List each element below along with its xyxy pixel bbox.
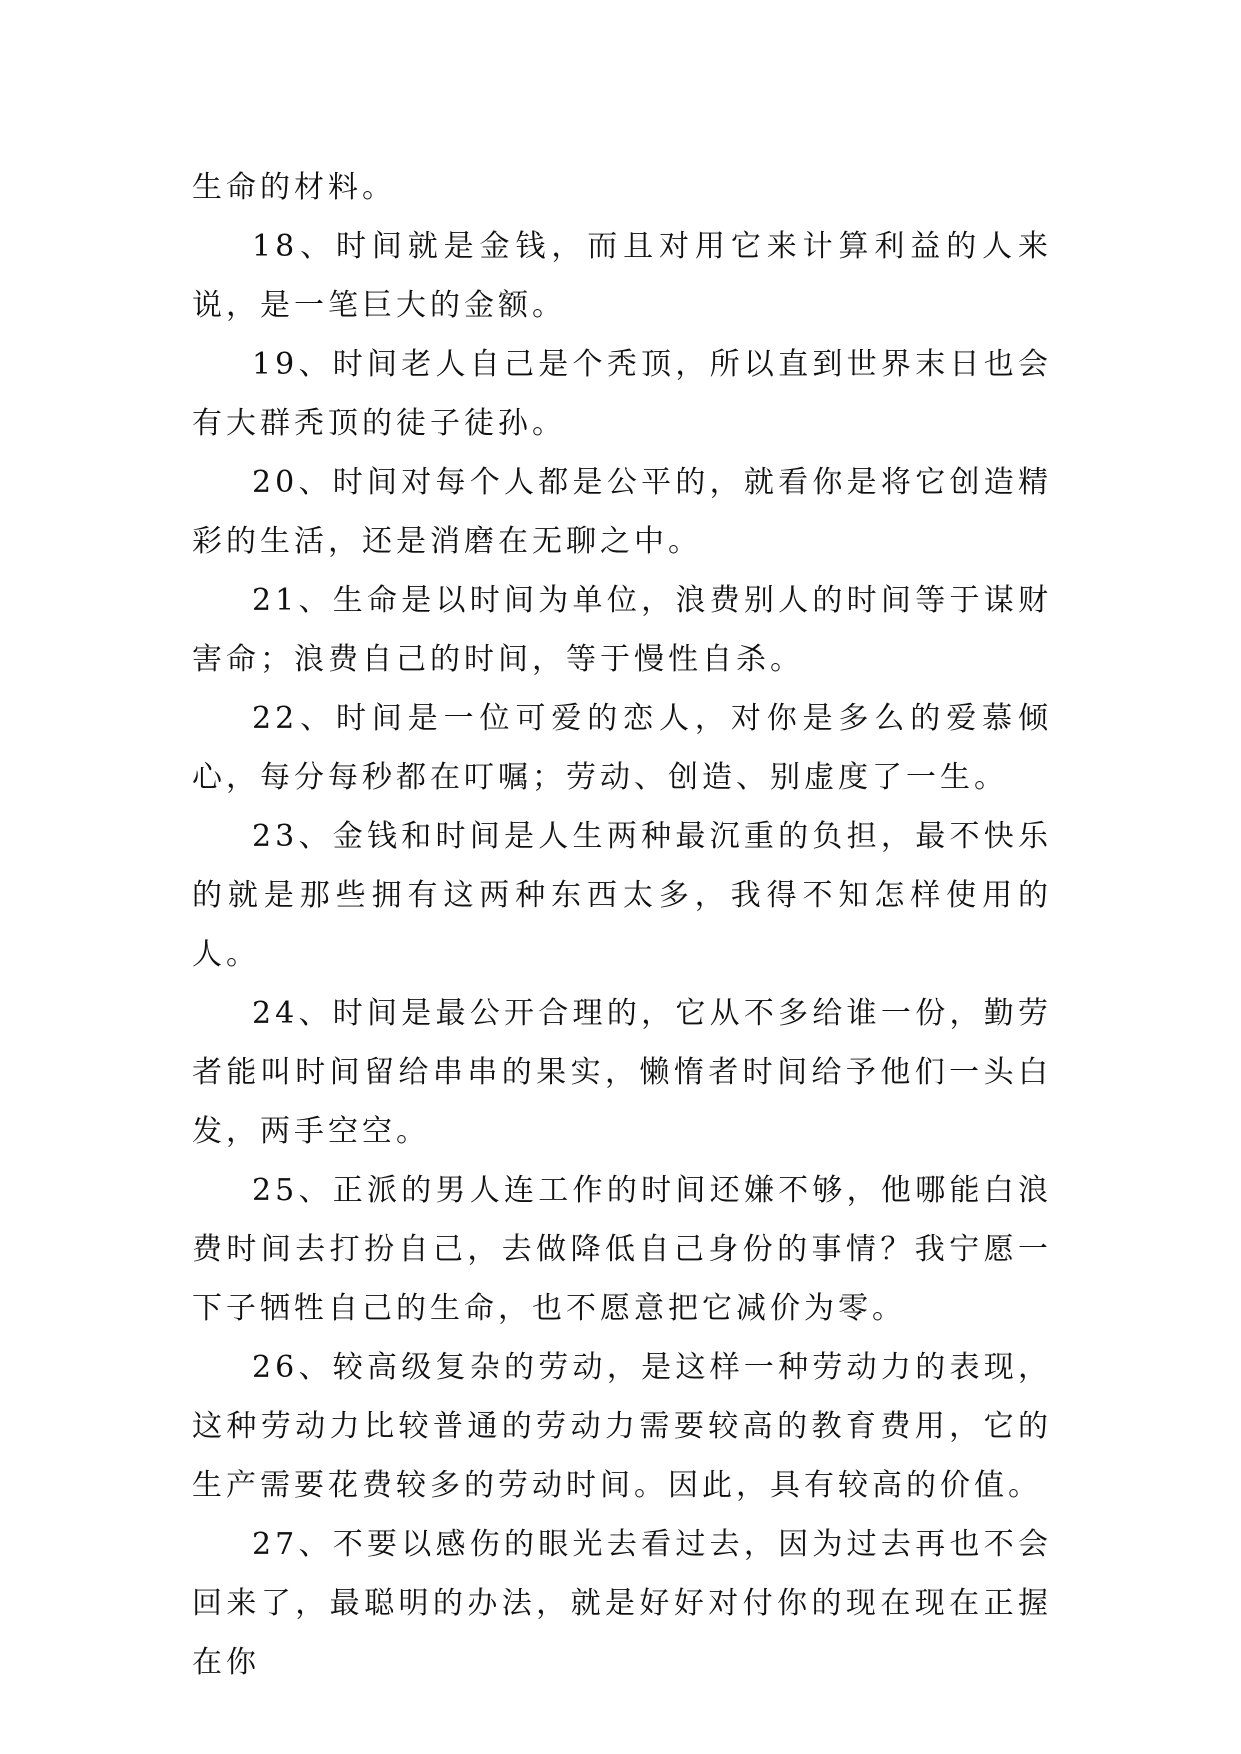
paragraph: 25、正派的男人连工作的时间还嫌不够，他哪能白浪费时间去打扮自己，去做降低自己身份的事情？我宁愿一下子牺牲自己的生命，也不愿意把它减价为零。 [192,1173,1052,1326]
paragraph: 23、金钱和时间是人生两种最沉重的负担，最不快乐的就是那些拥有这两种东西太多，我得不知怎样使用的人。 [192,819,1052,972]
paragraph: 21、生命是以时间为单位，浪费别人的时间等于谋财害命；浪费自己的时间，等于慢性自杀。 [192,583,1052,677]
paragraph: 26、较高级复杂的劳动，是这样一种劳动力的表现，这种劳动力比较普通的劳动力需要较高的教育费用，它的生产需要花费较多的劳动时间。因此，具有较高的价值。 [192,1350,1052,1503]
document-body [192,158,1052,1692]
paragraph: 24、时间是最公开合理的，它从不多给谁一份，勤劳者能叫时间留给串串的果实，懒惰者时间给予他们一头白发，两手空空。 [192,996,1052,1149]
paragraph: 19、时间老人自己是个秃顶，所以直到世界末日也会有大群秃顶的徒子徒孙。 [192,347,1052,441]
paragraph: 20、时间对每个人都是公平的，就看你是将它创造精彩的生活，还是消磨在无聊之中。 [192,465,1052,559]
paragraph: 生命的材料。 [192,170,396,205]
paragraph: 27、不要以感伤的眼光去看过去，因为过去再也不会回来了，最聪明的办法，就是好好对付你的现在现在正握在你 [192,1527,1052,1680]
paragraph: 22、时间是一位可爱的恋人，对你是多么的爱慕倾心，每分每秒都在叮嘱；劳动、创造、别虚度了一生。 [192,701,1052,795]
paragraph: 18、时间就是金钱，而且对用它来计算利益的人来说，是一笔巨大的金额。 [192,229,1052,323]
